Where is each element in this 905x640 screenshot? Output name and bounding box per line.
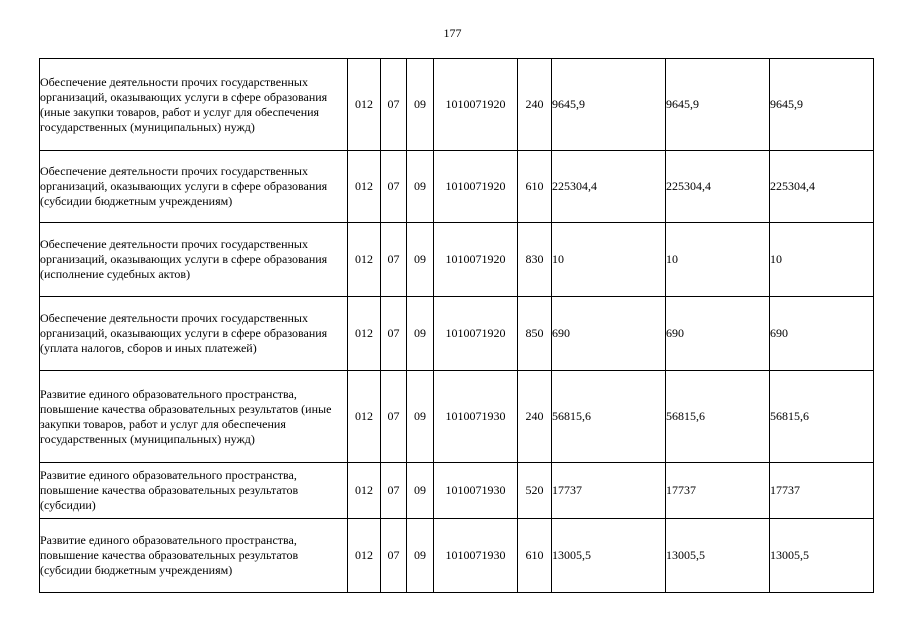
section-code: 07 [381,297,407,371]
subsection-code: 09 [407,463,434,519]
section-code: 07 [381,223,407,297]
table-row [40,519,874,593]
table-row [40,223,874,297]
target-code: 1010071930 [434,519,518,593]
amount-year-1: 225304,4 [552,151,666,223]
amount-year-3: 13005,5 [770,519,874,593]
target-code: 1010071920 [434,59,518,151]
amount-year-2: 10 [666,223,770,297]
target-code: 1010071920 [434,223,518,297]
ministry-code: 012 [348,519,381,593]
expense-type-code: 610 [518,519,552,593]
ministry-code: 012 [348,297,381,371]
amount-year-2: 56815,6 [666,371,770,463]
amount-year-1: 9645,9 [552,59,666,151]
amount-year-2: 690 [666,297,770,371]
section-code: 07 [381,151,407,223]
expense-type-code: 830 [518,223,552,297]
amount-year-3: 225304,4 [770,151,874,223]
ministry-code: 012 [348,223,381,297]
ministry-code: 012 [348,371,381,463]
expense-type-code: 850 [518,297,552,371]
amount-year-3: 9645,9 [770,59,874,151]
amount-year-3: 10 [770,223,874,297]
row-name: Развитие единого образовательного пространства, повышение качества образовательных результатов (иные закупки товаров, работ и услуг для обеспечения государственных (муниципальных) нужд) [40,371,348,463]
expense-type-code: 240 [518,59,552,151]
section-code: 07 [381,463,407,519]
amount-year-2: 13005,5 [666,519,770,593]
amount-year-1: 10 [552,223,666,297]
row-name: Обеспечение деятельности прочих государственных организаций, оказывающих услуги в сфере образования (уплата налогов, сборов и иных платежей) [40,297,348,371]
expense-type-code: 240 [518,371,552,463]
subsection-code: 09 [407,151,434,223]
expense-type-code: 610 [518,151,552,223]
amount-year-3: 690 [770,297,874,371]
table-row [40,371,874,463]
budget-table [39,58,874,593]
row-name: Развитие единого образовательного пространства, повышение качества образовательных результатов (субсидии бюджетным учреждениям) [40,519,348,593]
amount-year-3: 56815,6 [770,371,874,463]
amount-year-1: 17737 [552,463,666,519]
row-name: Обеспечение деятельности прочих государственных организаций, оказывающих услуги в сфере образования (субсидии бюджетным учреждениям) [40,151,348,223]
table-row [40,463,874,519]
subsection-code: 09 [407,371,434,463]
expense-type-code: 520 [518,463,552,519]
amount-year-1: 13005,5 [552,519,666,593]
section-code: 07 [381,519,407,593]
page-number: 177 [443,26,462,40]
section-code: 07 [381,59,407,151]
amount-year-1: 690 [552,297,666,371]
row-name: Обеспечение деятельности прочих государственных организаций, оказывающих услуги в сфере образования (иные закупки товаров, работ и услуг для обеспечения государственных (муниципальных) нужд) [40,59,348,151]
table-row [40,297,874,371]
subsection-code: 09 [407,223,434,297]
subsection-code: 09 [407,59,434,151]
subsection-code: 09 [407,519,434,593]
subsection-code: 09 [407,297,434,371]
row-name: Развитие единого образовательного пространства, повышение качества образовательных результатов (субсидии) [40,463,348,519]
amount-year-2: 9645,9 [666,59,770,151]
target-code: 1010071930 [434,463,518,519]
section-code: 07 [381,371,407,463]
amount-year-3: 17737 [770,463,874,519]
target-code: 1010071920 [434,151,518,223]
amount-year-2: 225304,4 [666,151,770,223]
table-row [40,59,874,151]
ministry-code: 012 [348,151,381,223]
ministry-code: 012 [348,463,381,519]
amount-year-1: 56815,6 [552,371,666,463]
table-row [40,151,874,223]
ministry-code: 012 [348,59,381,151]
target-code: 1010071930 [434,371,518,463]
target-code: 1010071920 [434,297,518,371]
row-name: Обеспечение деятельности прочих государственных организаций, оказывающих услуги в сфере образования (исполнение судебных актов) [40,223,348,297]
amount-year-2: 17737 [666,463,770,519]
